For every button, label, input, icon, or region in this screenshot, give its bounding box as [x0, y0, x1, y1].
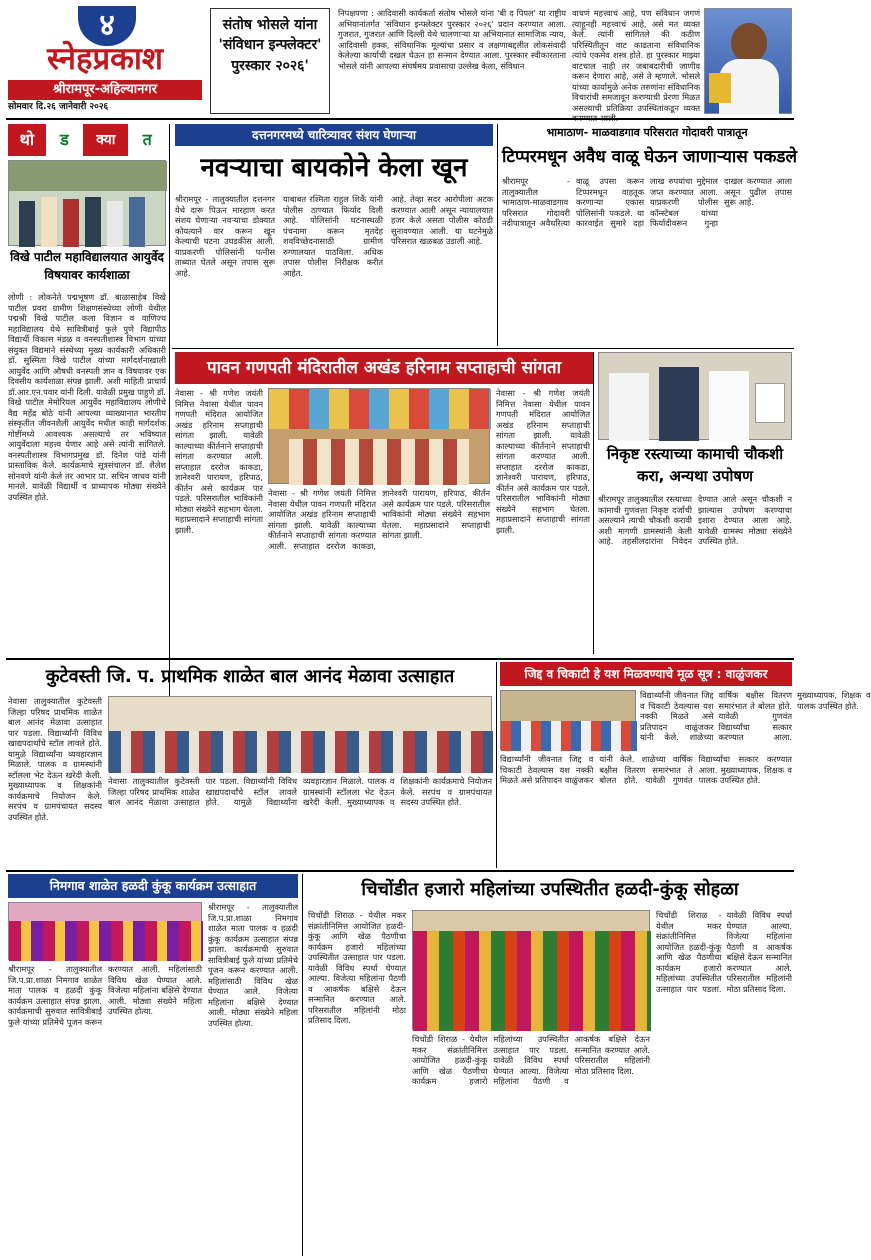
thodkyat-letter-2: ड: [46, 124, 84, 156]
jid-photo: [500, 690, 636, 750]
murder-headline: नवऱ्याचा बायकोने केला खून: [200, 153, 468, 183]
vikhe-body: लोणी : लोकनेते पद्मभूषण डॉ. बाळासाहेब विखे पाटील प्रवरा ग्रामीण शिक्षणसंस्थेच्या लोणी येथील पद्मश्री विखे पाटील कला विज्ञान व वाणिज्य महाविद्यालय येथे सावित्रीबाई फुले पुणे विद्यापीठ विद्यार्थी विकास मंडळ व वनस्पतीशास्त्र विभाग यांच्या संयुक्त विद्यमाने संस्थेच्या मुख्य कार्यकारी अधिकारी डॉ. सुस्मिता विखे पाटील यांच्या मार्गदर्शनाखाली आयुर्वेद आणि औषधी वनस्पती ज्ञान व विषयावर एक दिवसीय कार्यशाळा संपन्न झाली. अशी माहिती प्राचार्य डॉ.आर.एन.पवार यांनी दिली. यावेळी प्रमुख पाहुणे डॉ. विखे पाटील मेमोरियल आयुर्वेद महाविद्यालय लोणीचे वैद्य महेंद्र बोठे यांनी आपल्या व्याख्यानात भारतीय संस्कृतीत जीवनशैली आयुर्वेद मधील काही मार्गदर्शक गोष्टींमध्ये आवश्यक असल्याचे तर भविष्यात आयुर्वेदाला महत्त्व येणार आहे असे त्यांनी सांगितले. वनस्पतीशास्त्र विभागप्रमुख डॉ. दिनेश पांडे यांनी प्रास्ताविक केले. कार्यक्रमाचे सूत्रसंचालन डॉ. शैलेश सोनवणे यांनी केले तर आभार प्रा. सचिन जाधव यांनी मानले. यावेळी विद्यार्थी व प्राध्यापक मोठ्या संख्येने उपस्थित होते.: [8, 292, 166, 502]
paper-name: स्नेहप्रकाश: [46, 41, 164, 77]
road-headline: निकृष्ट रस्त्याच्या कामाची चौकशी करा, अन्यथा उपोषण: [606, 445, 784, 485]
kutevasti-photo: [108, 696, 492, 772]
chichondi-photo: [412, 910, 650, 1030]
ganpati-body-mid: नेवासा - श्री गणेश जयंती निमित्त नेवासा येथील पावन गणपती मंदिरात आयोजित अखंड हरिनाम सप्ताहाची सांगता झाली. यावेळी काल्याच्या कीर्तनाने सप्ताहाची सांगता करण्यात आली. सप्ताहात दररोज काकडा, ज्ञानेश्वरी पारायण, हरिपाठ, कीर्तन असे कार्यक्रम पार पडले. परिसरातील भाविकांनी मोठ्या संख्येने सहभाग घेतला. महाप्रसादाने सप्ताहाची सांगता झाली.: [268, 488, 490, 551]
chichondi-body-left: चिचोंडी शिराळ - येथील मकर संक्रांतीनिमित्त आयोजित हळदी-कुंकू आणि खेळ पैठणीचा कार्यक्रम हजारो महिलांच्या उपस्थितीत उत्साहात पार पडला. यावेळी विविध स्पर्धा घेण्यात आल्या. विजेत्या महिलांना पैठणी व आकर्षक बक्षिसे देऊन सन्मानित करण्यात आले. परिसरातील महिलांनी मोठा प्रतिसाद दिला.: [308, 910, 406, 1025]
page-number-badge: ४: [78, 6, 136, 46]
nimgaon-body: श्रीरामपूर - तालुक्यातील जि.प.प्रा.शाळा निमगाव शाळेत माता पालक व हळदी कुंकू कार्यक्रम उत्साहात संपन्न झाला. कार्यक्रमाची सुरुवात सावित्रीबाई फुले यांच्या प्रतिमेचे पूजन करून करण्यात आली. महिलांसाठी विविध खेळ घेण्यात आले. विजेत्या महिलांना बक्षिसे देण्यात आली. मोठ्या संख्येने महिला उपस्थित होत्या.: [8, 964, 202, 1027]
road-body: श्रीरामपूर तालुक्यातील रस्त्याच्या कामाची गुणवत्ता निकृष्ट दर्जाची असल्याने त्याची चौकशी करावी अशी मागणी ग्रामस्थांनी केली आहे. तहसीलदारांना निवेदन देण्यात आले असून चौकशी न झाल्यास उपोषण करण्याचा इशारा देण्यात आला आहे. यावेळी ग्रामस्थ मोठ्या संख्येने उपस्थित होते.: [598, 494, 792, 546]
kutevasti-headline: कुटेवस्ती जि. प. प्राथमिक शाळेत बाल आनंद मेळावा उत्साहात: [45, 666, 455, 687]
vikhe-headline: विखे पाटील महाविद्यालयात आयुर्वेद विषयावर कार्यशाळा: [10, 250, 164, 282]
thodkyat-letter-1: थो: [8, 124, 46, 156]
jid-body: विद्यार्थ्यांनी जीवनात जिद्द व चिकाटी ठेवल्यास यश नक्की मिळते असे प्रतिपादन वाळुंजकर यांनी केले. शाळेच्या वार्षिक बक्षीस वितरण समारंभात ते बोलत होते. यावेळी गुणवंत विद्यार्थ्यांचा सत्कार करण्यात आला. मुख्याध्यापक, शिक्षक व पालक उपस्थित होते.: [500, 754, 792, 785]
sand-headline: टिप्परमधून अवैध वाळू घेऊन जाणाऱ्यास पकडले: [502, 147, 798, 167]
sand-kicker: भामाठाण- माळवाडगाव परिसरात गोदावरी पात्रातून: [546, 126, 748, 139]
issue-date: सोमवार दि.२६ जानेवारी २०२६: [8, 102, 109, 112]
thodkyat-letter-3: क्या: [83, 124, 128, 156]
nimgaon-photo: [8, 902, 202, 960]
jid-body-top: विद्यार्थ्यांनी जीवनात जिद्द व चिकाटी ठेवल्यास यश नक्की मिळते असे प्रतिपादन वाळुंजकर यांनी केले. शाळेच्या वार्षिक बक्षीस वितरण समारंभात ते बोलत होते. यावेळी गुणवंत विद्यार्थ्यांचा सत्कार करण्यात आला. मुख्याध्यापक, शिक्षक व पालक उपस्थित होते.: [640, 690, 871, 742]
thodkyat-banner: [8, 124, 166, 156]
ganpati-photo: [268, 388, 490, 484]
kutevasti-body: नेवासा तालुक्यातील कुटेवस्ती जिल्हा परिषद प्राथमिक शाळेत बाल आनंद मेळावा उत्साहात पार पडला. विद्यार्थ्यांनी विविध खाद्यपदार्थांचे स्टॉल लावले होते. यामुळे विद्यार्थ्यांना व्यवहारज्ञान मिळाले. पालक व ग्रामस्थांनी स्टॉलला भेट देऊन खरेदी केली. मुख्याध्यापक व शिक्षकांनी कार्यक्रमाचे नियोजन केले. सरपंच व ग्रामपंचायत सदस्य उपस्थित होते.: [108, 776, 492, 807]
murder-col2: याबाबत रश्मिता राहुल शिर्के यांनी पोलीस ठाण्यात फिर्याद दिली आहे. पोलिसांनी घटनास्थळी पंचनामा करून मृतदेह शवविच्छेदनासाठी ग्रामीण रुग्णालयात पाठविला. अधिक तपास पोलीस निरीक्षक करीत आहेत.: [283, 194, 383, 278]
place-bar: श्रीरामपूर-अहिल्यानगर: [8, 80, 202, 100]
top-story-col1: निपक्षपणा : आदिवासी कार्यकर्ता संतोष भोसले यांना 'बी द पिपल' या राष्ट्रीय अभियानांतर्गत 'संविधान इन्फ्लेक्टर पुरस्कार २०२६' प्रदान करण्यात आला. गुजरात, गुजरात आणि दिल्ली येथे चालणाऱ्या या अभियानात सामाजिक न्याय, आदिवासी हक्क, संविधानिक मूल्यांचा प्रसार व लक्षणाबद्दलीत लोकसंवादी केलेल्या कार्याची दखल घेऊन हा सन्मान देण्यात आला. पुरस्कार स्वीकारताना भोसले यांनी आपल्या संघर्षमय प्रवासाचा उल्लेख केला, संविधान: [338, 8, 566, 71]
sand-body: श्रीरामपूर - तालुक्यातील भामाठाण-माळवाडगाव परिसरात गोदावरी नदीपात्रातून अवैधरित्या वाळू उपसा करून टिप्परमधून वाहतूक करणाऱ्या एकास पोलिसांनी पकडले. या कारवाईत सुमारे दहा लाख रुपयांचा मुद्देमाल जप्त करण्यात आला. याप्रकरणी पोलीस कॉन्स्टेबल यांच्या फिर्यादीवरून गुन्हा दाखल करण्यात आला असून पुढील तपास सुरू आहे.: [502, 176, 792, 228]
chichondi-body-right: चिचोंडी शिराळ - येथील मकर संक्रांतीनिमित्त आयोजित हळदी-कुंकू आणि खेळ पैठणीचा कार्यक्रम हजारो महिलांच्या उपस्थितीत उत्साहात पार पडला. यावेळी विविध स्पर्धा घेण्यात आल्या. विजेत्या महिलांना पैठणी व आकर्षक बक्षिसे देऊन सन्मानित करण्यात आले. परिसरातील महिलांनी मोठा प्रतिसाद दिला.: [656, 910, 792, 994]
jid-headline: जिद्द व चिकाटी हे यश मिळवण्याचे मूळ सूत्र : वाळुंजकर: [500, 662, 792, 686]
murder-kicker: दत्तनगरमध्ये चारित्र्यावर संशय घेणाऱ्या: [175, 124, 493, 146]
nimgaon-body-right: श्रीरामपूर - तालुक्यातील जि.प.प्रा.शाळा निमगाव शाळेत माता पालक व हळदी कुंकू कार्यक्रम उत्साहात संपन्न झाला. कार्यक्रमाची सुरुवात सावित्रीबाई फुले यांच्या प्रतिमेचे पूजन करून करण्यात आली. महिलांसाठी विविध खेळ घेण्यात आले. विजेत्या महिलांना बक्षिसे देण्यात आली. मोठ्या संख्येने महिला उपस्थित होत्या.: [208, 902, 298, 1028]
nimgaon-headline: निमगाव शाळेत हळदी कुंकू कार्यक्रम उत्साहात: [8, 874, 298, 898]
murder-col3: आहे. तेव्हा सदर आरोपीला अटक करण्यात आली असून न्यायालयात हजर केले असता पोलीस कोठडी सुनावण्यात आली. या घटनेमुळे परिसरात खळबळ उडाली आहे.: [391, 194, 493, 246]
vikhe-photo: [8, 160, 166, 246]
chichondi-body: चिचोंडी शिराळ - येथील मकर संक्रांतीनिमित्त आयोजित हळदी-कुंकू आणि खेळ पैठणीचा कार्यक्रम हजारो महिलांच्या उपस्थितीत उत्साहात पार पडला. यावेळी विविध स्पर्धा घेण्यात आल्या. विजेत्या महिलांना पैठणी व आकर्षक बक्षिसे देऊन सन्मानित करण्यात आले. परिसरातील महिलांनी मोठा प्रतिसाद दिला.: [412, 1034, 650, 1086]
chichondi-headline: चिचोंडीत हजारो महिलांच्या उपस्थितीत हळदी-कुंकू सोहळा: [361, 879, 739, 900]
murder-col1: श्रीरामपूर - तालुक्यातील दत्तनगर येथे दारू पिऊन मारहाण करत संशय घेणाऱ्या नवऱ्याचा डोक्यात कोयत्याने वार करून खून केल्याची घटना उघडकीस आली. याप्रकरणी पोलिसांनी पत्नीस ताब्यात घेतले असून तपास सुरू आहे.: [175, 194, 275, 278]
road-photo: [598, 352, 792, 440]
top-story-col2: वाचणं महत्त्वाचं आहे, पण संविधान जगणं त्याहूनही महत्त्वाचं आहे, असे मत व्यक्त केले. त्यांनी सांगितले की कठीण परिस्थितीतून वाट काढताना संविधानिक त्यांचे एकमेव शस्त्र होते. हा पुरस्कार माझ्या वाटचाल नाही तर जबाबदारीची जाणीव करून देणारा आहे, असे ते म्हणाले. भोसले यांच्या कार्यामुळे अनेक तरुणांना संविधानिक विचारांची समजावून करण्याची प्रेरणा मिळत असल्याची प्रतिक्रिया उपस्थितांकडून व्यक्त: [572, 8, 700, 113]
masthead: [8, 6, 202, 114]
ganpati-body-right: नेवासा - श्री गणेश जयंती निमित्त नेवासा येथील पावन गणपती मंदिरात आयोजित अखंड हरिनाम सप्ताहाची सांगता झाली. यावेळी काल्याच्या कीर्तनाने सप्ताहाची सांगता करण्यात आली. सप्ताहात दररोज काकडा, ज्ञानेश्वरी पारायण, हरिपाठ, कीर्तन असे कार्यक्रम पार पडले. परिसरातील भाविकांनी मोठ्या संख्येने सहभाग घेतला. महाप्रसादाने सप्ताहाची सांगता झाली.: [496, 388, 590, 535]
thodkyat-letter-4: त: [128, 124, 166, 156]
bhosale-photo: [704, 8, 792, 114]
top-headline-box: संतोष भोसले यांना 'संविधान इन्फ्लेक्टर' पुरस्कार २०२६': [210, 8, 330, 114]
ganpati-headline: पावन गणपती मंदिरातील अखंड हरिनाम सप्ताहाची सांगता: [175, 352, 593, 384]
kutevasti-body-left: नेवासा तालुक्यातील कुटेवस्ती जिल्हा परिषद प्राथमिक शाळेत बाल आनंद मेळावा उत्साहात पार पडला. विद्यार्थ्यांनी विविध खाद्यपदार्थांचे स्टॉल लावले होते. यामुळे विद्यार्थ्यांना व्यवहारज्ञान मिळाले. पालक व ग्रामस्थांनी स्टॉलला भेट देऊन खरेदी केली. मुख्याध्यापक व शिक्षकांनी कार्यक्रमाचे नियोजन केले. सरपंच व ग्रामपंचायत सदस्य उपस्थित होते.: [8, 696, 102, 822]
ganpati-body-left: नेवासा - श्री गणेश जयंती निमित्त नेवासा येथील पावन गणपती मंदिरात आयोजित अखंड हरिनाम सप्ताहाची सांगता झाली. यावेळी काल्याच्या कीर्तनाने सप्ताहाची सांगता करण्यात आली. सप्ताहात दररोज काकडा, ज्ञानेश्वरी पारायण, हरिपाठ, कीर्तन असे कार्यक्रम पार पडले. परिसरातील भाविकांनी मोठ्या संख्येने सहभाग घेतला. महाप्रसादाने सप्ताहाची सांगता झाली.: [175, 388, 263, 535]
